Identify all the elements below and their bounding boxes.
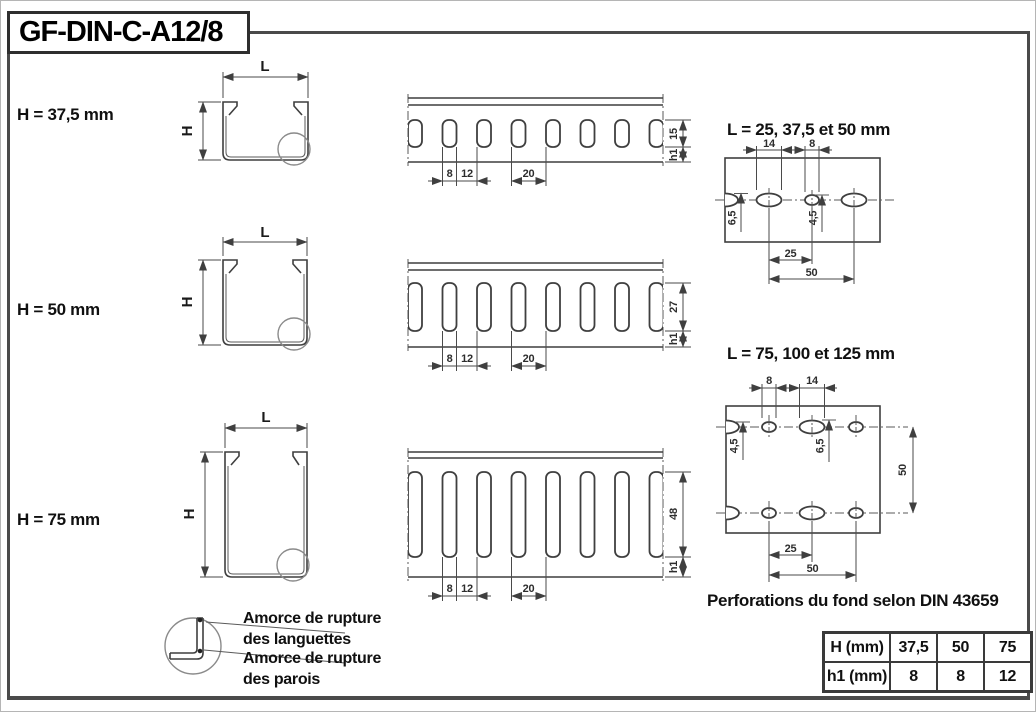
h1-label: h1 <box>668 148 680 162</box>
bottom-dimensions <box>428 557 546 601</box>
perforation-plate-short <box>703 138 1036 298</box>
pitch-label: 20 <box>522 583 535 595</box>
table-h1-8b: 8 <box>937 662 984 691</box>
dim-8: 8 <box>809 138 815 150</box>
slot-height-label: 15 <box>668 128 680 140</box>
detail-circle <box>165 618 221 674</box>
pitch-label: 20 <box>522 168 535 180</box>
dim-6-5: 6,5 <box>814 438 827 454</box>
dim-50-vertical: 50 <box>897 464 909 476</box>
slot-height-label: 48 <box>668 508 680 520</box>
dimension-L <box>225 409 307 448</box>
dim-6-5: 6,5 <box>726 210 739 226</box>
slot-width-label: 8 <box>446 583 453 595</box>
din-caption: Perforations du fond selon DIN 43659 <box>707 591 999 610</box>
slot-width-label: 8 <box>446 353 453 365</box>
dimension-H <box>179 260 221 345</box>
dim-H-label: H <box>181 508 198 520</box>
right-dimension-50 <box>897 427 913 513</box>
slot-row <box>408 472 664 557</box>
h1-label: h1 <box>668 332 680 346</box>
rupture-label-2: des languettes <box>243 631 351 648</box>
top-dimensions <box>743 138 832 192</box>
bottom-dimensions <box>769 521 856 582</box>
dim-14: 14 <box>763 138 775 150</box>
dim-50: 50 <box>805 267 818 279</box>
dim-L-label: L <box>261 409 271 426</box>
bottom-dimensions <box>769 208 854 284</box>
dim-50: 50 <box>806 563 819 575</box>
plate2-title: L = 75, 100 et 125 mm <box>727 344 895 363</box>
height-table <box>822 631 1033 693</box>
bottom-dimensions <box>428 331 546 371</box>
rupture-label-1: Amorce de rupture <box>243 610 382 627</box>
table-h1-12: 12 <box>984 662 1031 691</box>
cross-section-h375 <box>170 58 335 178</box>
table-H-50: 50 <box>937 633 984 662</box>
perforation-plate-long <box>703 366 1036 588</box>
dim-25: 25 <box>784 248 797 260</box>
height-label-75: H = 75 mm <box>17 510 100 529</box>
dim-25: 25 <box>784 543 797 555</box>
side-view-h50 <box>403 255 703 377</box>
gap-label: 12 <box>461 168 473 180</box>
profile-outline <box>223 260 310 350</box>
gap-label: 12 <box>461 353 473 365</box>
page-title: GF-DIN-C-A12/8 <box>19 16 223 48</box>
h1-label: h1 <box>668 560 680 574</box>
dim-14: 14 <box>806 375 818 387</box>
table-h1-8a: 8 <box>890 662 937 691</box>
rupture-label-4: des parois <box>243 671 321 688</box>
table-H-375: 37,5 <box>890 633 937 662</box>
dim-H-label: H <box>179 125 196 137</box>
slot-row <box>408 120 664 147</box>
dim-H-label: H <box>179 296 196 308</box>
side-view-h75 <box>403 444 703 606</box>
bottom-dimensions <box>428 147 546 186</box>
cross-section-h50 <box>170 224 335 358</box>
slot-width-label: 8 <box>446 168 453 180</box>
height-label-37: H = 37,5 mm <box>17 105 114 124</box>
dim-8: 8 <box>766 375 772 387</box>
right-dimensions <box>665 472 691 577</box>
dimension-H <box>179 102 221 160</box>
dimension-L <box>223 58 308 98</box>
table-header-h1: h1 (mm) <box>824 662 890 691</box>
dim-L-label: L <box>260 58 270 75</box>
slot-height-label: 27 <box>668 301 680 313</box>
top-dimensions <box>749 375 837 418</box>
table-H-75: 75 <box>984 633 1031 662</box>
cross-section-h75 <box>170 409 338 590</box>
gap-label: 12 <box>461 583 473 595</box>
dimension-H <box>181 452 223 577</box>
dim-4-5: 4,5 <box>728 438 741 454</box>
profile-outline <box>223 102 310 165</box>
right-dimensions <box>665 283 691 347</box>
dim-L-label: L <box>260 224 270 241</box>
slot-row <box>408 283 664 331</box>
right-dimensions <box>665 120 691 162</box>
height-label-50: H = 50 mm <box>17 300 100 319</box>
rupture-notch-top <box>198 618 203 623</box>
dim-4-5: 4,5 <box>807 210 820 226</box>
plate1-title: L = 25, 37,5 et 50 mm <box>727 120 891 139</box>
pitch-label: 20 <box>522 353 535 365</box>
profile-outline <box>225 452 309 581</box>
rupture-notch-corner <box>198 649 203 654</box>
side-view-h375 <box>403 90 703 198</box>
rupture-label-3: Amorce de rupture <box>243 650 382 667</box>
dimension-L <box>223 224 307 256</box>
title-block <box>7 11 250 54</box>
table-header-H: H (mm) <box>824 633 890 662</box>
